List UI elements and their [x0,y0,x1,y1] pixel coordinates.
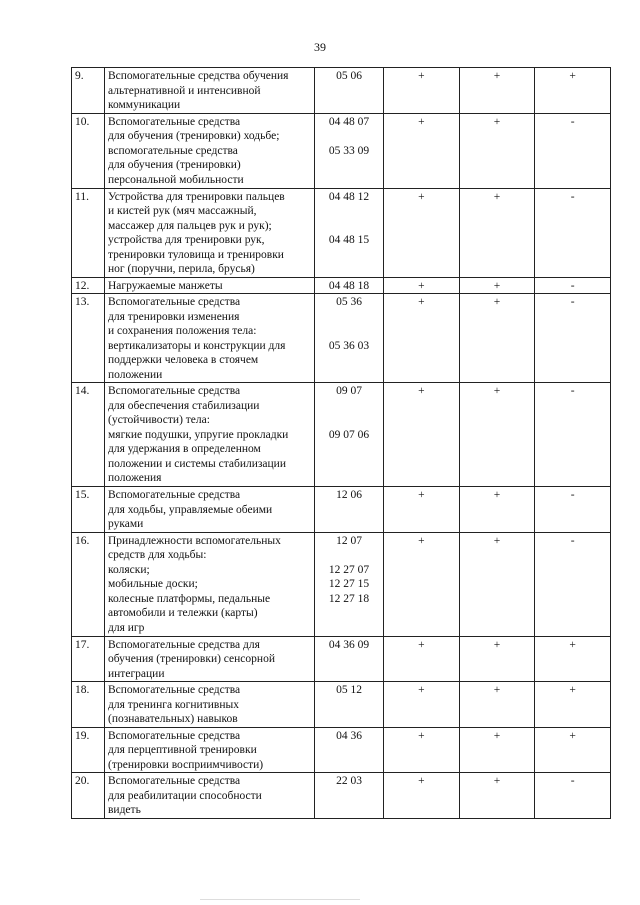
device-name-line: мобильные доски; [108,578,198,590]
mark-cell: + [459,773,535,819]
classification-code [315,277,384,294]
device-name-line: для обучения (тренировки) ходьбе; [108,130,280,142]
mark-cell: + [459,68,535,114]
device-name [105,68,315,114]
device-name-line: средств для ходьбы: [108,549,207,561]
table-row [72,532,611,636]
table-row [72,277,611,294]
code-value: 22 03 [336,775,362,787]
classification-code [315,532,384,636]
mark-cell: + [459,532,535,636]
classification-code [315,487,384,533]
mark-cell: - [535,487,611,533]
mark-cell: - [535,113,611,188]
code-value: 12 27 18 [328,592,370,605]
device-name-line: Вспомогательные средства [108,385,241,397]
table-row [72,773,611,819]
row-number: 13. [72,294,105,383]
device-name-line: коляски; [108,563,150,576]
mark-cell: + [384,636,460,682]
row-number: 19. [72,727,105,773]
mark-cell: + [459,113,535,188]
classification-code [315,294,384,383]
device-name-line: Вспомогательные средства [108,489,241,501]
device-name-line: колесные платформы, педальные [108,592,271,605]
row-number: 14. [72,383,105,487]
device-name [105,277,315,294]
device-name-line: руками [108,518,144,530]
device-name-line: персональной мобильности [108,173,244,186]
device-name-line: вспомогательные средства [108,144,238,157]
mark-cell: + [384,532,460,636]
device-name-line: и сохранения положения тела: [108,325,257,337]
device-name-line: Нагружаемые манжеты [108,279,223,292]
device-name-line: для перцептивной тренировки [108,744,257,756]
code-value: 09 07 06 [328,428,370,441]
table-row [72,636,611,682]
code-value: 04 48 07 [328,115,370,128]
row-number: 9. [72,68,105,114]
mark-cell: - [535,294,611,383]
page-number: 39 [314,40,326,54]
device-name [105,113,315,188]
device-name-line: автомобили и тележки (карты) [108,607,258,619]
device-name-line: для обучения (тренировки) [108,159,241,171]
device-name-line: вертикализаторы и конструкции для [108,339,286,352]
mark-cell: + [535,682,611,728]
mark-cell: + [384,727,460,773]
mark-cell: + [384,277,460,294]
row-number: 16. [72,532,105,636]
device-name [105,294,315,383]
row-number: 18. [72,682,105,728]
table-row [72,487,611,533]
device-name [105,727,315,773]
device-name-line: мягкие подушки, упругие прокладки [108,428,289,441]
mark-cell: + [384,682,460,728]
device-name-line: поддержки человека в стоячем [108,354,259,366]
device-name-line: для обеспечения стабилизации [108,399,260,412]
code-value: 05 36 [336,296,362,308]
mark-cell: + [459,277,535,294]
row-number: 10. [72,113,105,188]
device-name-line: для игр [108,621,145,634]
device-name-line: (устойчивости) тела: [108,414,210,426]
code-value: 05 36 03 [328,339,370,352]
mark-cell: + [459,682,535,728]
table-row [72,727,611,773]
table-row [72,383,611,487]
table-row [72,113,611,188]
mark-cell: + [535,727,611,773]
mark-cell: + [384,773,460,819]
code-value: 05 12 [336,684,362,696]
classification-code [315,188,384,277]
code-value: 05 06 [336,70,362,82]
device-name-line: Вспомогательные средства [108,296,241,308]
device-name [105,383,315,487]
device-name-line: Принадлежности вспомогательных [108,534,281,547]
code-value: 04 36 09 [328,638,370,651]
classification-code [315,636,384,682]
device-name-line: Вспомогательные средства [108,729,241,742]
mark-cell: + [384,487,460,533]
device-name [105,188,315,277]
classification-code [315,113,384,188]
scan-edge-line [200,899,360,900]
row-number: 12. [72,277,105,294]
mark-cell: + [384,294,460,383]
device-name-line: видеть [108,804,141,816]
mark-cell: - [535,773,611,819]
code-value: 09 07 [336,385,362,397]
device-name [105,682,315,728]
classification-code [315,383,384,487]
device-name-line: интеграции [108,667,165,680]
mark-cell: + [459,294,535,383]
device-name-line: массажер для пальцев рук и рук); [108,219,272,232]
device-name-line: Устройства для тренировки пальцев [108,190,285,203]
device-name-line: ног (поручни, перила, брусья) [108,263,255,275]
table-body [72,68,611,819]
device-name-line: обучения (тренировки) сенсорной [108,653,275,665]
device-name-line: положения [108,472,162,484]
device-name-line: (познавательных) навыков [108,713,238,725]
device-name-line: для удержания в определенном [108,443,261,455]
device-name [105,532,315,636]
code-value: 05 33 09 [328,144,370,157]
device-name-line: для тренинга когнитивных [108,698,239,711]
device-name-line: положении и системы стабилизации [108,457,286,470]
device-name-line: тренировки туловища и тренировки [108,248,284,261]
mark-cell: + [459,383,535,487]
mark-cell: + [535,636,611,682]
device-name [105,773,315,819]
mark-cell: + [384,188,460,277]
device-name-line: для ходьбы, управляемые обеими [108,503,273,516]
row-number: 17. [72,636,105,682]
device-name-line: альтернативной и интенсивной [108,84,261,97]
code-value: 04 48 18 [328,279,370,292]
device-name-line: устройства для тренировки рук, [108,234,265,246]
mark-cell: + [384,68,460,114]
mark-cell: + [459,727,535,773]
device-name-line: коммуникации [108,99,181,111]
assistive-devices-table [71,67,611,819]
row-number: 11. [72,188,105,277]
device-name-line: Вспомогательные средства обучения [108,70,289,82]
classification-code [315,773,384,819]
table-row [72,188,611,277]
mark-cell: + [459,636,535,682]
table-row [72,294,611,383]
mark-cell: + [459,487,535,533]
device-name-line: Вспомогательные средства [108,115,241,128]
table-row [72,682,611,728]
table-row [72,68,611,114]
device-name-line: положении [108,368,163,381]
device-name-line: (тренировки восприимчивости) [108,758,264,771]
mark-cell: - [535,277,611,294]
mark-cell: + [459,188,535,277]
device-name-line: и кистей рук (мяч массажный, [108,205,257,217]
classification-code [315,727,384,773]
code-value: 12 27 15 [328,578,370,590]
mark-cell: + [384,383,460,487]
device-name-line: Вспомогательные средства для [108,638,260,651]
classification-code [315,68,384,114]
mark-cell: - [535,532,611,636]
mark-cell: - [535,188,611,277]
device-name-line: для тренировки изменения [108,310,240,323]
mark-cell: + [535,68,611,114]
mark-cell: - [535,383,611,487]
code-value: 04 48 12 [328,190,370,203]
mark-cell: + [384,113,460,188]
row-number: 15. [72,487,105,533]
code-value: 12 06 [336,489,362,501]
device-name [105,636,315,682]
code-value: 04 36 [336,729,362,742]
device-name-line: Вспомогательные средства [108,775,241,787]
code-value: 04 48 15 [328,234,370,246]
code-value: 12 07 [336,534,362,547]
code-value: 12 27 07 [328,563,370,576]
classification-code [315,682,384,728]
device-name-line: Вспомогательные средства [108,684,241,696]
device-name [105,487,315,533]
row-number: 20. [72,773,105,819]
device-name-line: для реабилитации способности [108,789,262,802]
